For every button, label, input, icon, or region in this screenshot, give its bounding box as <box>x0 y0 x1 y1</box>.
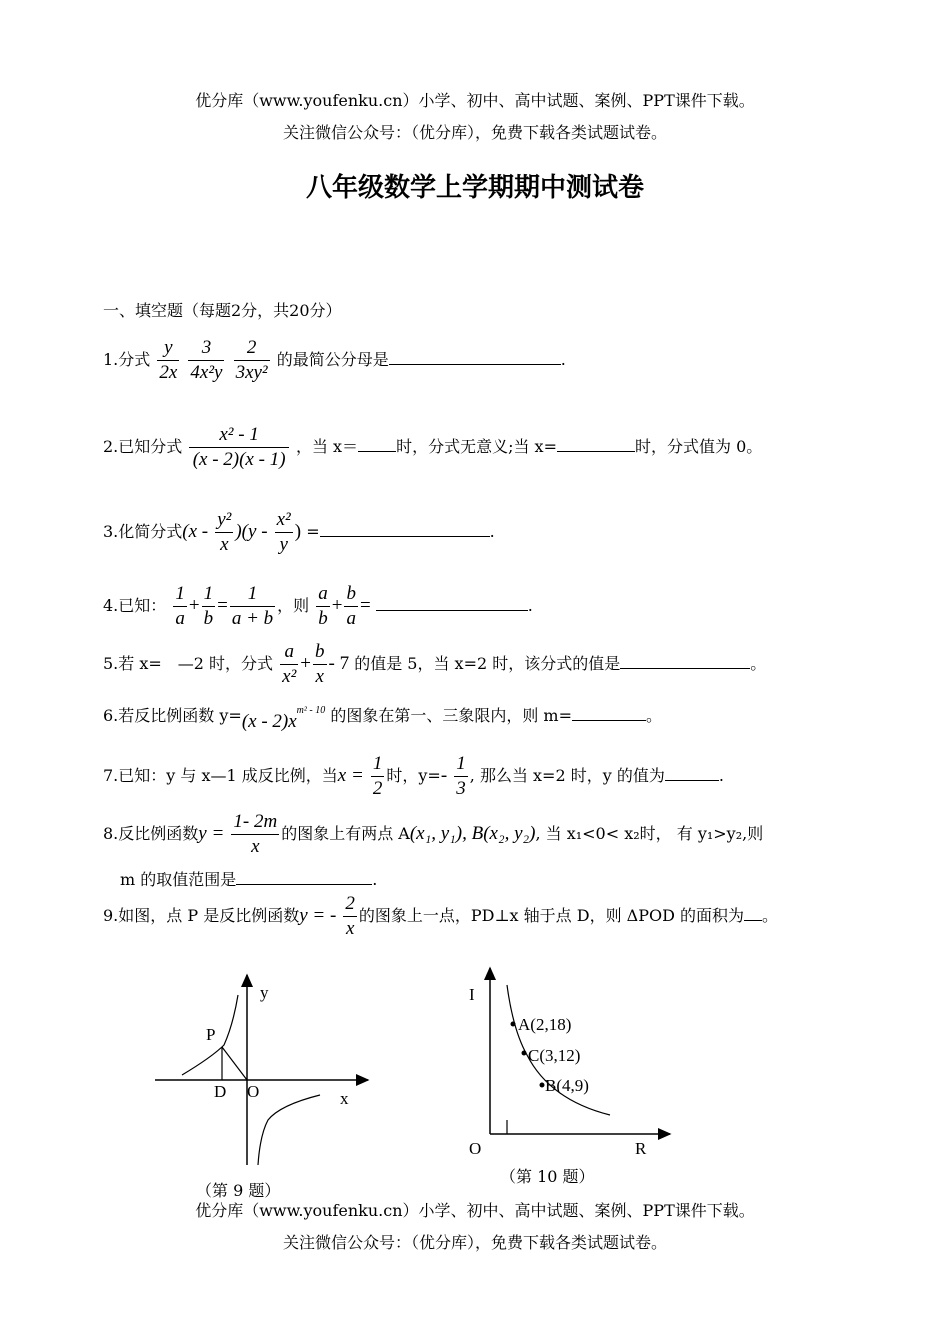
q7-end: . <box>718 766 724 785</box>
fig9-curve-quadrant-4 <box>258 1095 320 1165</box>
q8-condition: , 当 x₁<0< x₂时， 有 y₁>y₂,则 <box>535 824 764 843</box>
q4-fraction-2: $\frac{1}{b}$ <box>203 583 214 629</box>
q6-expr: (x - 2)x <box>241 711 297 732</box>
question-6 <box>103 702 663 732</box>
q9-fraction: $\frac{2}{x}$ <box>345 893 355 939</box>
question-9 <box>103 892 778 941</box>
q1-fraction-3: $\frac{2}{\text{3xy²}}$ <box>235 337 268 383</box>
fig9-label-y: y <box>260 983 269 1002</box>
q2-mid-3: 时，分式值为 0。 <box>634 437 763 456</box>
q2-answer-blank-2[interactable] <box>557 433 635 452</box>
q7-mid-1: 时，y= <box>386 766 441 785</box>
q5-prefix: 5.若 x= —2 时，分式 <box>103 654 274 673</box>
q3-expr-b: )(y - <box>235 521 268 542</box>
fig9-label-x: x <box>340 1089 349 1108</box>
q8-answer-blank[interactable] <box>236 866 372 885</box>
q1-end: . <box>560 350 566 369</box>
q5-end: 。 <box>750 654 767 673</box>
q3-fraction-1: $\frac{\text{y²}}{x}$ <box>217 509 232 555</box>
q5-answer-blank[interactable] <box>620 650 750 669</box>
q7-fraction-1: $\frac{1}{2}$ <box>372 753 383 799</box>
fig9-label-o: O <box>247 1082 260 1101</box>
q7-fraction-2: $\frac{1}{3}$ <box>456 753 466 799</box>
question-3 <box>103 508 495 557</box>
q6-exponent: m² - 10 <box>296 704 326 716</box>
fig10-point-b <box>540 1083 545 1088</box>
q3-end: . <box>489 522 495 541</box>
q7-neg: - <box>440 765 448 786</box>
q4-prefix: 4.已知： <box>103 596 167 615</box>
q3-prefix: 3.化简分式 <box>103 522 183 541</box>
q2-mid-1: ，当 x＝ <box>295 437 359 456</box>
q7-answer-blank[interactable] <box>665 762 719 781</box>
question-5: 5.若 x= —2 时，分式 $\frac{a}{\text{x²}}$ + $\frac{b}{x}$ - 7 的值是 5，当 x=2 时，该分式的值是 。 <box>103 641 767 687</box>
q3-eq: = <box>306 522 320 541</box>
question-8-line-2 <box>120 866 377 890</box>
fig10-label-c: C(3,12) <box>528 1046 581 1065</box>
figure-10 <box>455 960 680 1165</box>
question-4: 4.已知： $\frac{1}{a}$ + $\frac{1}{b}$ = $\frac{1}{a + b}$ ，则 $\frac{a}{b}$ + $\frac{b}{a}$ = . <box>103 583 533 629</box>
fig9-caption: （第 9 题） <box>196 1181 281 1200</box>
q1-fraction-1: $\frac{y}{2x}$ <box>159 337 178 383</box>
header-line-2: 关注微信公众号：（优分库），免费下载各类试题试卷。 <box>282 123 667 142</box>
fig10-label-r: R <box>635 1139 647 1158</box>
q2-answer-blank-1[interactable] <box>358 433 396 452</box>
q4-fraction-5: $\frac{b}{a}$ <box>346 583 356 629</box>
q9-prefix: 9.如图，点 P 是反比例函数 <box>103 906 300 925</box>
q9-answer-blank[interactable] <box>744 902 762 921</box>
q2-prefix: 2.已知分式 <box>103 437 183 456</box>
question-8 <box>103 810 763 859</box>
q8-yeq: y = <box>198 823 225 844</box>
q6-prefix: 6.若反比例函数 y= <box>103 706 242 725</box>
fig10-point-a <box>511 1022 516 1027</box>
q4-end: . <box>527 596 533 615</box>
q3-expr-c: ) <box>294 521 302 542</box>
q1-prefix: 1.分式 <box>103 350 151 369</box>
fig10-label-a: A(2,18) <box>518 1015 572 1034</box>
q4-fraction-1: $\frac{1}{a}$ <box>175 583 185 629</box>
q1-answer-blank[interactable] <box>389 346 561 365</box>
q8-line2: m 的取值范围是 <box>120 870 237 889</box>
q5-fraction-2: $\frac{b}{x}$ <box>315 641 325 687</box>
footer-line-1: 优分库（www.youfenku.cn）小学、初中、高中试题、案例、PPT课件下载。 <box>195 1201 755 1220</box>
question-1 <box>103 336 566 385</box>
q8-end: . <box>372 870 378 889</box>
q4-fraction-4: $\frac{a}{b}$ <box>318 583 328 629</box>
header-line-1: 优分库（www.youfenku.cn）小学、初中、高中试题、案例、PPT课件下载。 <box>195 91 755 110</box>
q6-end: 。 <box>646 706 663 725</box>
q1-fraction-2: $\frac{3}{\text{4x²y}}$ <box>190 337 223 383</box>
q1-suffix: 的最简公分母是 <box>276 350 389 369</box>
q3-fraction-2: $\frac{\text{x²}}{y}$ <box>276 509 291 555</box>
q8-prefix: 8.反比例函数 <box>103 824 199 843</box>
q8-fraction: $\frac{1- 2m}{x}$ <box>233 811 278 857</box>
page-title: 八年级数学上学期期中测试卷 <box>305 173 644 203</box>
q6-suffix: 的图象在第一、三象限内，则 m= <box>330 706 572 725</box>
footer-line-2: 关注微信公众号：（优分库），免费下载各类试题试卷。 <box>282 1233 667 1252</box>
fig10-point-c <box>522 1051 527 1056</box>
q5-fraction-1: $\frac{a}{\text{x²}}$ <box>282 641 297 687</box>
figure-9 <box>140 965 390 1205</box>
q7-xeq: x = <box>337 765 364 786</box>
fig10-label-b: B(4,9) <box>545 1076 589 1095</box>
fig9-label-p: P <box>206 1025 216 1044</box>
q3-answer-blank[interactable] <box>320 518 490 537</box>
fig10-label-i: I <box>469 985 475 1004</box>
q2-mid-2: 时，分式无意义;当 x= <box>396 437 557 456</box>
q7-mid-2: , 那么当 x=2 时，y 的值为 <box>469 766 665 785</box>
q8-points: (x₁, y₁), B(x₂, y₂) <box>409 823 536 844</box>
q3-expr-a: (x - <box>182 521 209 542</box>
q2-fraction: $\frac{\text{x² - 1}}{(x - 2)(x - 1)}$ <box>189 423 288 472</box>
q9-suffix: 的图象上一点，PD⊥x 轴于点 D，则 ΔPOD 的面积为 <box>358 906 745 925</box>
q9-end: 。 <box>762 906 779 925</box>
question-7 <box>103 752 724 801</box>
q4-answer-blank[interactable] <box>376 592 528 611</box>
fig10-label-o: O <box>469 1139 482 1158</box>
fig9-segment-po <box>222 1047 247 1080</box>
question-2 <box>103 423 762 472</box>
q7-prefix: 7.已知：y 与 x—1 成反比例，当 <box>103 766 338 785</box>
q4-fraction-3: $\frac{1}{a + b}$ <box>231 583 274 629</box>
q6-answer-blank[interactable] <box>572 702 646 721</box>
q8-mid: 的图象上有两点 A <box>281 824 410 843</box>
fig9-label-d: D <box>214 1082 227 1101</box>
q5-suffix: 的值是 5，当 x=2 时，该分式的值是 <box>354 654 621 673</box>
q4-mid: ，则 <box>277 596 310 615</box>
q9-yeq: y = - <box>299 905 337 926</box>
section-heading: 一、填空题（每题2分，共20分） <box>103 301 342 320</box>
fig10-caption: （第 10 题） <box>500 1167 595 1186</box>
